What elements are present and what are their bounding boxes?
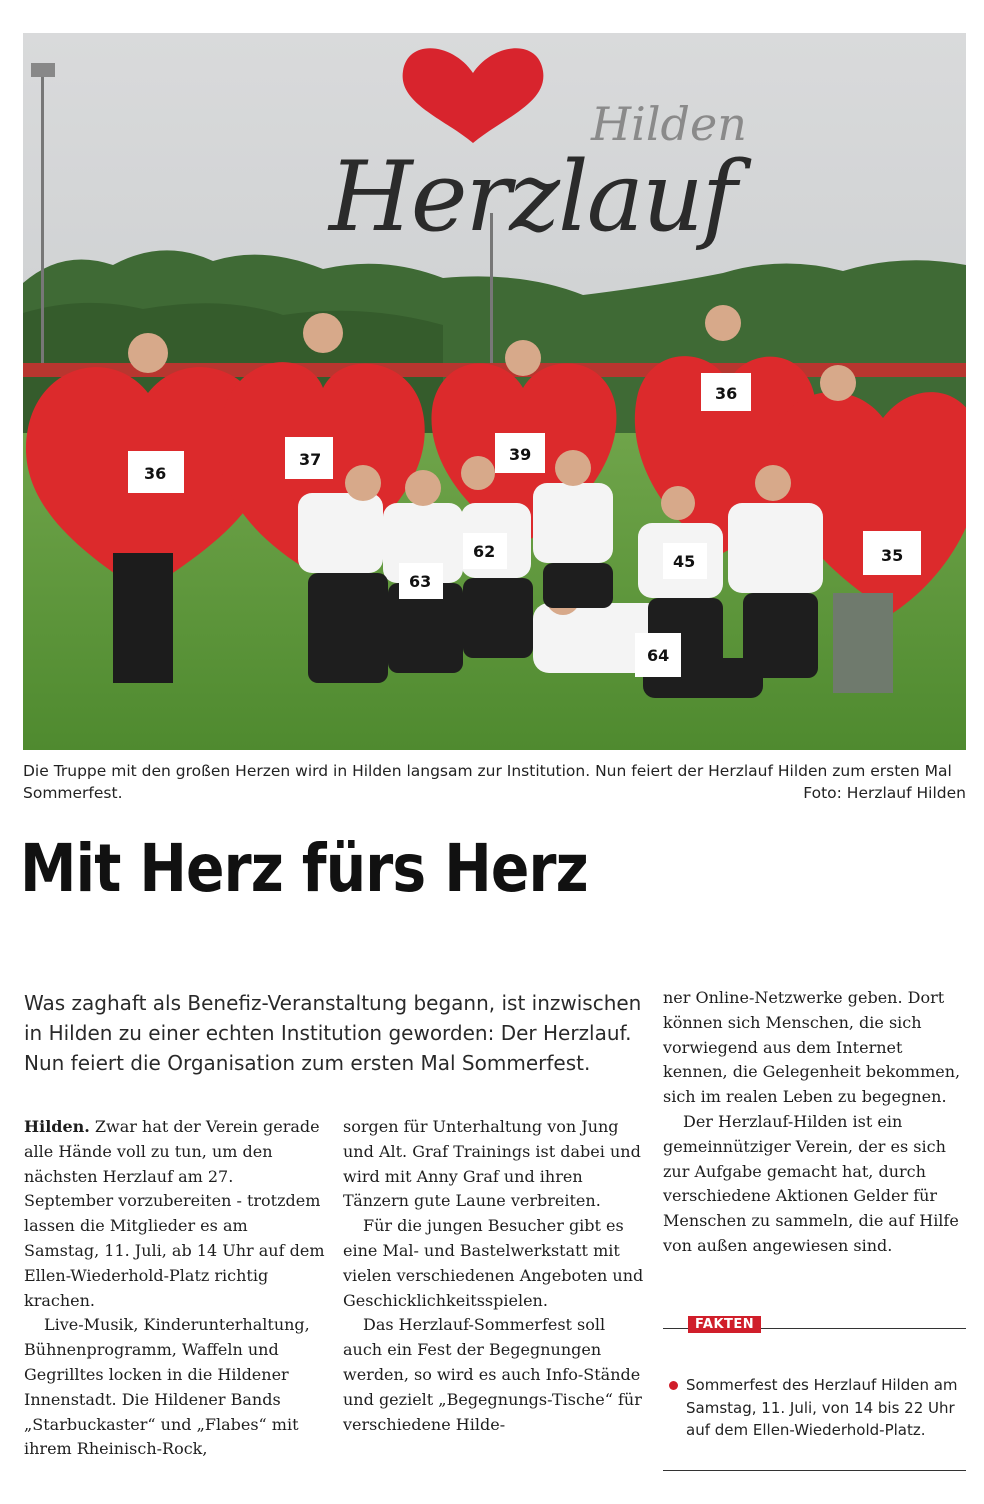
body-paragraph: Der Herzlauf-Hilden ist ein gemeinnütziger Verein, der es sich zur Aufgabe gemacht hat, durch verschiedene Aktionen Gelder für Menschen zu sammeln, die auf Hilfe von außen angewiesen sind.	[663, 1111, 959, 1255]
facts-label: FAKTEN	[688, 1316, 761, 1333]
logo-city: Hilden	[591, 97, 747, 151]
bib-number: 36	[144, 464, 167, 483]
body-paragraph: Das Herzlauf-Sommerfest soll auch ein Fest der Begegnungen werden, so wird es auch Info-Stände und gezielt „Begegnungs-Tische“ für verschiedene Hilde-	[343, 1315, 642, 1434]
bib-number: 35	[881, 546, 904, 565]
body-paragraph: ner Online-Netzwerke geben. Dort können sich Menschen, die sich vorwiegend aus dem Internet kennen, die Gelegenheit bekommen, sich im realen Leben zu begegnen.	[663, 988, 961, 1107]
light-pole	[41, 73, 44, 373]
body-paragraph: Für die jungen Besucher gibt es eine Mal- und Bastelwerkstatt mit vielen verschiedenen Angeboten und Geschicklichkeitsspielen.	[343, 1216, 644, 1310]
article-photo	[23, 33, 966, 750]
facts-text: Sommerfest des Herzlauf Hilden am Samstag, 11. Juli, von 14 bis 22 Uhr auf dem Ellen-Wiederhold-Platz.	[686, 1376, 958, 1439]
article-column-1	[24, 1115, 326, 1462]
facts-bottom-divider	[663, 1470, 966, 1471]
logo-wordmark: Herzlauf	[329, 141, 736, 253]
article-column-2	[343, 1115, 645, 1437]
bib-number: 36	[715, 384, 738, 403]
article-column-3	[663, 986, 966, 1259]
bib-number: 62	[473, 542, 496, 561]
facts-item	[666, 1374, 966, 1442]
body-paragraph	[24, 1115, 326, 1313]
bullet-icon	[669, 1381, 678, 1390]
body-paragraph: Live-Musik, Kinderunterhaltung, Bühnenprogramm, Waffeln und Gegrilltes locken in die Hildener Innenstadt. Die Hildener Bands „Starbuckaster“ und „Flabes“ mit ihrem Rheinisch-Rock,	[24, 1315, 310, 1459]
bib-number: 45	[673, 552, 696, 571]
bib-number: 39	[509, 445, 532, 464]
paragraph-text: Zwar hat der Verein gerade alle Hände voll zu tun, um den nächsten Herzlauf am 27. September vorzubereiten - trotzdem lassen die Mitglieder es am Samstag, 11. Juli, ab 14 Uhr auf dem Ellen-Wiederhold-Platz richtig krachen.	[24, 1117, 325, 1310]
bib-number: 64	[647, 646, 670, 665]
article-headline: Mit Herz fürs Herz	[20, 830, 588, 907]
photo-caption: Die Truppe mit den großen Herzen wird in Hilden langsam zur Institution. Nun feiert der Herzlauf Hilden zum ersten Mal Sommerfest.	[23, 762, 952, 802]
bib-number: 37	[299, 450, 322, 469]
body-paragraph: sorgen für Unterhaltung von Jung und Alt. Graf Trainings ist dabei und wird mit Anny Graf und ihren Tänzern gute Laune verbreiten.	[343, 1117, 641, 1211]
article-lead: Was zaghaft als Benefiz-Veranstaltung begann, ist inzwischen in Hilden zu einer echten Institution geworden: Der Herzlauf. Nun feiert die Organisation zum ersten Mal Sommerfest.	[24, 991, 642, 1075]
photo-credit: Foto: Herzlauf Hilden	[803, 784, 966, 802]
dateline: Hilden.	[24, 1117, 90, 1136]
bib-number: 63	[409, 572, 432, 591]
